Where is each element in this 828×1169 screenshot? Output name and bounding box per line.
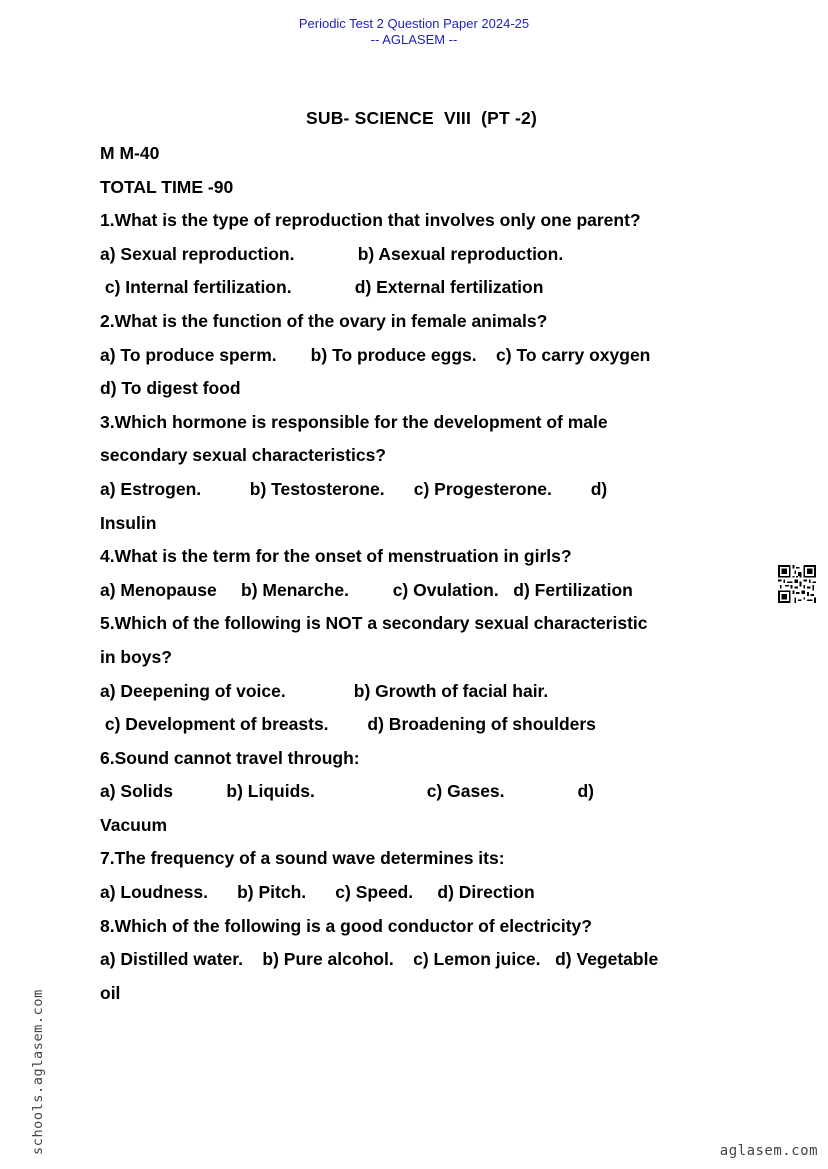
question-5: 5.Which of the following is NOT a secondary sexual characteristic [100, 613, 648, 634]
question-7: 7.The frequency of a sound wave determines its: [100, 848, 505, 869]
qr-code-icon[interactable] [778, 565, 816, 603]
question-2: 2.What is the function of the ovary in female animals? [100, 310, 548, 331]
question-1-options-a-b: a) Sexual reproduction. b) Asexual reproduction. [100, 243, 564, 264]
question-6-options: a) Solids b) Liquids. c) Gases. d) [100, 781, 594, 802]
question-8-options: a) Distilled water. b) Pure alcohol. c) Lemon juice. d) Vegetable [100, 949, 659, 970]
question-8: 8.Which of the following is a good conductor of electricity? [100, 915, 592, 936]
question-3-option-d-text: Insulin [100, 512, 157, 533]
question-1: 1.What is the type of reproduction that involves only one parent? [100, 210, 641, 231]
question-7-options: a) Loudness. b) Pitch. c) Speed. d) Direction [100, 882, 535, 903]
header-line-1: Periodic Test 2 Question Paper 2024-25 [298, 16, 530, 31]
header-line-2: -- AGLASEM -- [370, 32, 458, 47]
question-3: 3.Which hormone is responsible for the development of male [100, 411, 608, 432]
question-5-continued: in boys? [100, 646, 172, 667]
question-3-continued: secondary sexual characteristics? [100, 445, 386, 466]
side-watermark: schools.aglasem.com [30, 989, 46, 1155]
question-5-options-c-d: c) Development of breasts. d) Broadening of shoulders [100, 714, 596, 735]
question-5-options-a-b: a) Deepening of voice. b) Growth of facial hair. [100, 680, 549, 701]
question-4-options: a) Menopause b) Menarche. c) Ovulation. d) Fertilization [100, 579, 633, 600]
question-1-options-c-d: c) Internal fertilization. d) External fertilization [100, 277, 544, 298]
corner-watermark: aglasem.com [719, 1143, 818, 1159]
question-4: 4.What is the term for the onset of menstruation in girls? [100, 546, 572, 567]
question-2-options-a-c: a) To produce sperm. b) To produce eggs. c) To carry oxygen [100, 344, 651, 365]
document-header [0, 16, 828, 48]
total-time: TOTAL TIME -90 [100, 176, 234, 197]
question-body [100, 137, 740, 1010]
question-6: 6.Sound cannot travel through: [100, 747, 360, 768]
question-2-option-d: d) To digest food [100, 378, 241, 399]
question-6-option-d-text: Vacuum [100, 814, 168, 835]
question-8-option-d-continued: oil [100, 982, 121, 1003]
paper-title: SUB- SCIENCE VIII (PT -2) [306, 108, 537, 128]
question-3-options: a) Estrogen. b) Testosterone. c) Progesterone. d) [100, 478, 608, 499]
max-marks: M M-40 [100, 143, 160, 163]
